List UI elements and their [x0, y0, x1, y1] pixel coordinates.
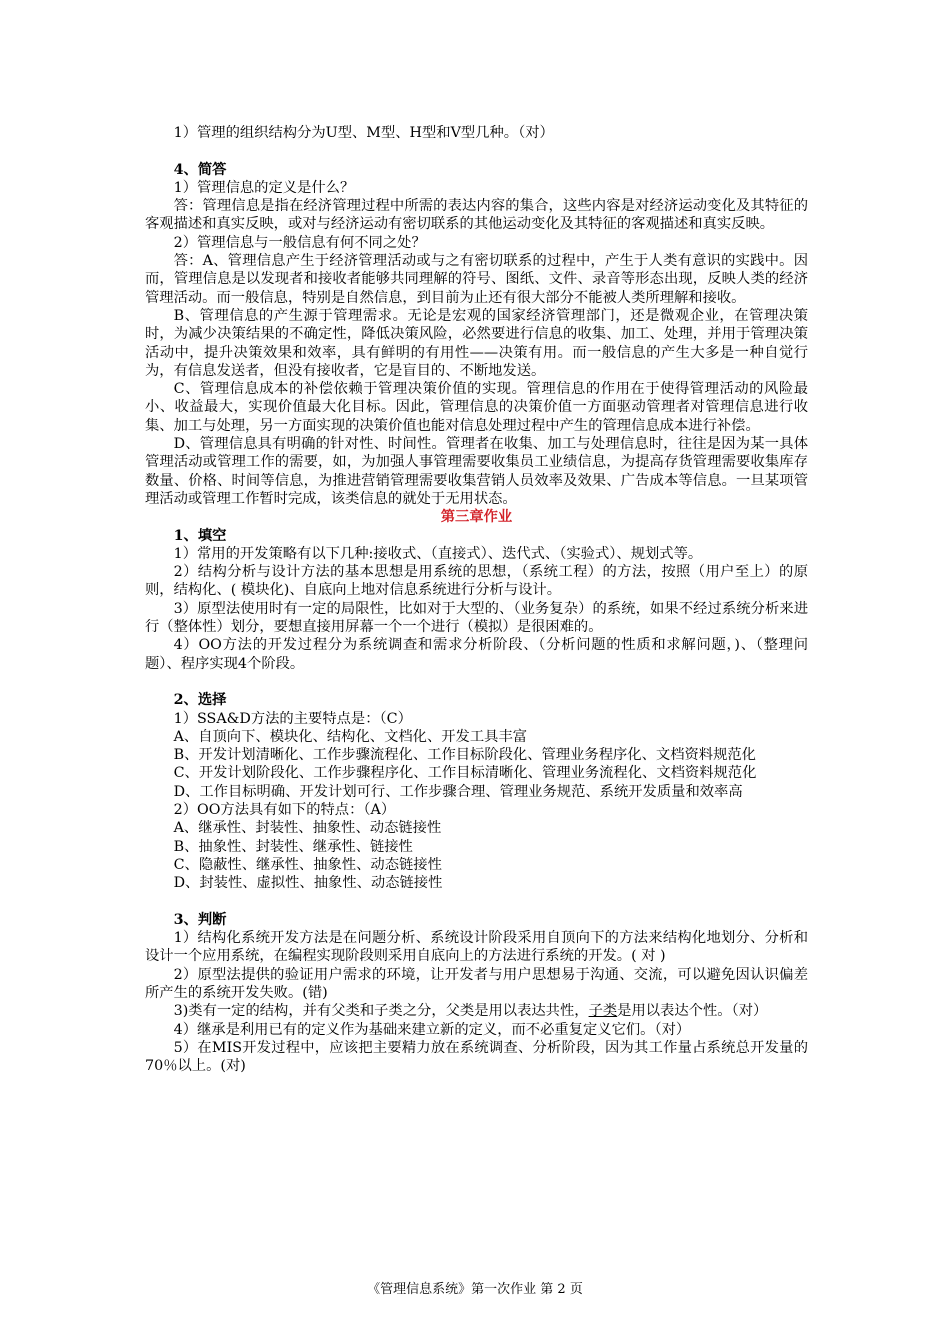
choice-heading: 2、选择	[173, 692, 227, 709]
judge-item-4: 4）继承是利用已有的定义作为基础来建立新的定义，而不必重复定义它们。（对）	[173, 1021, 691, 1038]
section4-answer-2a: 答：A、管理信息产生于经济管理活动或与之有密切联系的过程中，产生于人类有意识的实践中。因而，管理信息是以发现者和接收者能够共同理解的符号、图纸、文件、录音等形态出现，反映人类的经济管理活动。而一般信息，特别是自然信息，到目前为止还有很大部分不能被人类所理解和接收。	[145, 253, 808, 306]
section4-answer-2d: D、管理信息具有明确的针对性、时间性。管理者在收集、加工与处理信息时，往往是因为某一具体管理活动或管理工作的需要，如，为加强人事管理需要收集员工业绩信息，为提高存货管理需要收集库存数量、价格、时间等信息，为推进营销管理需要收集营销人员效率及效果、广告成本等信息。一旦某项管理活动或管理工作暂时完成，该类信息的就处于无用状态。	[145, 436, 808, 507]
section4-question-2: 2）管理信息与一般信息有何不同之处？	[173, 234, 426, 251]
choice-q1-option-d: D、工作目标明确、开发计划可行、工作步骤合理、管理业务规范、系统开发质量和效率高	[173, 783, 743, 800]
chapter3-title: 第三章作业	[440, 509, 513, 526]
judge-item-1: 1）结构化系统开发方法是在问题分析、系统设计阶段采用自顶向下的方法来结构化地划分、分析和设计一个应用系统，在编程实现阶段则采用自底向上的方法进行系统的开发。( 对 )	[145, 930, 808, 965]
judge-item-5: 5）在MIS开发过程中，应该把主要精力放在系统调查、分析阶段，因为其工作量占系统总开发量的70％以上。(对)	[145, 1039, 808, 1075]
spacer	[145, 673, 808, 691]
section4-answer-2b: B、管理信息的产生源于管理需求。无论是宏观的国家经济管理部门，还是微观企业，在管理决策时，为减少决策结果的不确定性，降低决策风险，必然要进行信息的收集、加工、处理，并用于管理决策活动中，提升决策效果和效率，具有鲜明的有用性——决策有用。而一般信息的产生大多是一种自觉行为，有信息发送者，但没有接收者，它是盲目的、不断地发送。	[145, 307, 808, 379]
choice-question-2: 2）OO方法具有如下的特点：（A）	[173, 801, 396, 818]
choice-q1-option-a: A、自顶向下、模块化、结构化、文档化、开发工具丰富	[173, 728, 528, 745]
judge-item-3-pre: 3)类有一定的结构，并有父类和子类之分，父类是用以表达共性，	[173, 1003, 589, 1020]
choice-q2-option-c: C、隐蔽性、继承性、抽象性、动态链接性	[173, 856, 442, 873]
section4-answer-1: 答：管理信息是指在经济管理过程中所需的表达内容的集合，这些内容是对经济运动变化及其特征的客观描述和真实反映，或对与经济运动有密切联系的其他运动变化及其特征的客观描述和真实反映。	[145, 198, 808, 233]
spacer	[145, 142, 808, 160]
choice-q1-option-b: B、开发计划清晰化、工作步骤流程化、工作目标阶段化、管理业务程序化、文档资料规范化	[173, 747, 756, 764]
choice-question-1: 1）SSA&D方法的主要特点是：（C）	[173, 710, 412, 727]
document-page	[145, 124, 808, 1075]
choice-q2-option-b: B、抽象性、封装性、继承性、链接性	[173, 838, 413, 855]
fill-heading: 1、填空	[173, 527, 227, 544]
judge-heading: 3、判断	[173, 911, 227, 928]
judge-item-3	[145, 1002, 808, 1020]
spacer	[145, 892, 808, 910]
judge-item-2: 2）原型法提供的验证用户需求的环境，让开发者与用户思想易于沟通、交流，可以避免因认识偏差所产生的系统开发失败。(错)	[145, 966, 808, 1001]
intro-question-1: 1）管理的组织结构分为U型、M型、H型和V型几种。（对）	[173, 125, 554, 141]
page-footer: 《管理信息系统》第一次作业 第 2 页	[367, 1282, 583, 1297]
fill-item-1: 1）常用的开发策略有以下几种:接收式、（直接式）、迭代式、（实验式）、规划式等。	[173, 545, 703, 562]
choice-q1-option-c: C、开发计划阶段化、工作步骤程序化、工作目标清晰化、管理业务流程化、文档资料规范化	[173, 765, 757, 782]
section4-answer-2c: C、管理信息成本的补偿依赖于管理决策价值的实现。管理信息的作用在于使得管理活动的风险最小、收益最大，实现价值最大化目标。因此，管理信息的决策价值一方面驱动管理者对管理信息进行收集、加工与处理，另一方面实现的决策价值也能对信息处理过程中产生的管理信息成本进行补偿。	[145, 381, 808, 434]
judge-item-3-underlined: 子类	[588, 1003, 618, 1020]
section4-heading: 4、简答	[173, 161, 227, 178]
judge-item-3-post: 是用以表达个性。（对）	[617, 1003, 768, 1020]
choice-q2-option-d: D、封装性、虚拟性、抽象性、动态链接性	[173, 875, 443, 892]
fill-item-4: 4）OO方法的开发过程分为系统调查和需求分析阶段、（分析问题的性质和求解问题，)、（整理问题）、程序实现4个阶段。	[145, 637, 808, 672]
fill-item-2: 2）结构分析与设计方法的基本思想是用系统的思想，（系统工程）的方法，按照（用户至上）的原则，结构化、( 模块化)、自底向上地对信息系统进行分析与设计。	[145, 564, 808, 599]
fill-item-3: 3）原型法使用时有一定的局限性，比如对于大型的、（业务复杂）的系统，如果不经过系统分析来进行（整体性）划分，要想直接用屏幕一个一个进行（模拟）是很困难的。	[145, 600, 808, 636]
choice-q2-option-a: A、继承性、封装性、抽象性、动态链接性	[173, 820, 442, 837]
section4-question-1: 1）管理信息的定义是什么？	[173, 179, 355, 196]
